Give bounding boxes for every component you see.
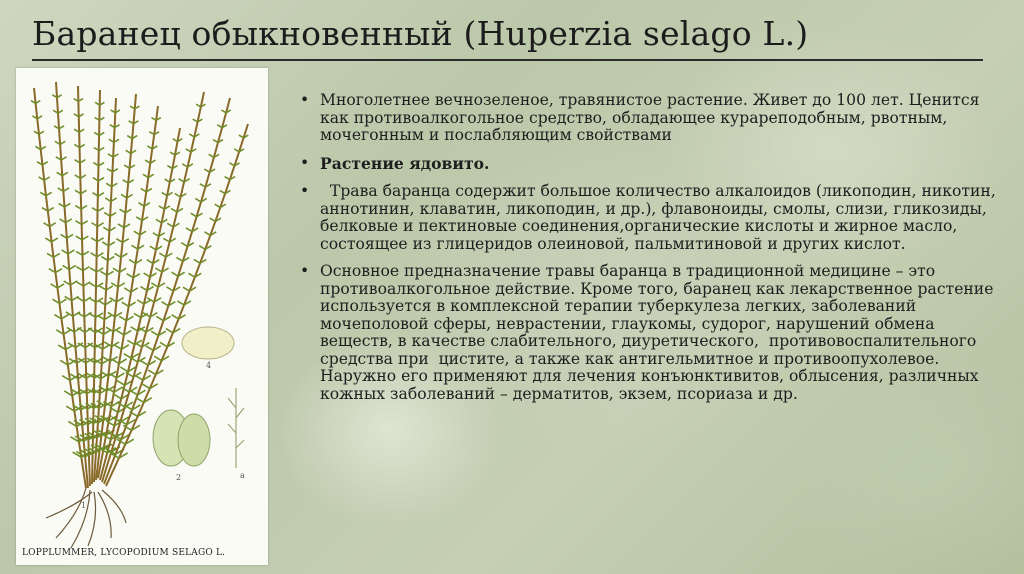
- bullet-dot: •: [300, 91, 310, 109]
- plant-leaf: [225, 177, 230, 180]
- plant-leaf: [171, 208, 177, 212]
- plant-leaf: [217, 125, 222, 128]
- bullet-item: [300, 183, 1012, 253]
- plant-leaf: [97, 253, 103, 257]
- plant-leaf: [193, 119, 198, 122]
- plant-leaf: [64, 330, 71, 334]
- plant-leaf: [129, 260, 135, 264]
- plant-leaf: [209, 154, 214, 157]
- plant-leaf: [220, 190, 225, 193]
- plant-leaf: [64, 203, 70, 207]
- plant-leaf: [70, 281, 77, 285]
- plant-leaf: [186, 228, 192, 232]
- plant-leaf: [199, 246, 205, 250]
- plant-leaf: [162, 192, 167, 195]
- plant-leaf: [44, 177, 50, 180]
- plant-leaf: [189, 134, 194, 137]
- plant-leaf: [153, 233, 159, 237]
- plant-leaf: [181, 243, 187, 247]
- plant-leaf: [172, 272, 179, 276]
- plant-leaf: [103, 227, 109, 231]
- plant-leaf: [183, 287, 190, 291]
- figure-label: 2: [176, 473, 182, 482]
- plant-leaf: [165, 179, 170, 182]
- bullet-item: [300, 92, 1012, 145]
- sporangium-detail: [182, 327, 234, 359]
- plant-leaf: [83, 282, 90, 286]
- plant-leaf: [113, 394, 121, 399]
- plant-leaf: [148, 370, 156, 375]
- plant-leaf: [137, 300, 144, 304]
- plant-leaf: [100, 271, 107, 275]
- plant-root: [71, 490, 90, 548]
- plant-leaf: [161, 302, 168, 306]
- plant-leaf: [98, 301, 105, 305]
- plant-leaf: [118, 224, 124, 228]
- bullet-dot: •: [300, 153, 310, 172]
- plant-leaf: [55, 269, 62, 273]
- plant-leaf: [134, 231, 140, 235]
- bullet-dot: •: [300, 182, 310, 200]
- bullet-list: [300, 92, 1012, 413]
- plant-leaf: [163, 238, 169, 242]
- plant-leaf: [57, 284, 64, 288]
- gemma-detail: [228, 388, 244, 468]
- plant-leaf: [117, 381, 125, 386]
- plant-leaf: [140, 287, 147, 291]
- plant-leaf: [131, 327, 138, 331]
- plant-leaf: [120, 367, 128, 372]
- figure-label: a: [240, 471, 245, 480]
- plant-leaf: [172, 315, 179, 319]
- plant-leaf: [150, 246, 156, 250]
- plant-leaf: [191, 213, 197, 217]
- figure-label: 1: [81, 501, 87, 510]
- plant-leaf: [53, 253, 59, 257]
- plant-leaf: [50, 223, 56, 227]
- plant-leaf: [215, 204, 221, 207]
- plant-leaf: [143, 174, 148, 177]
- plant-leaf: [141, 361, 149, 366]
- plant-leaf: [156, 219, 162, 222]
- plant-leaf: [68, 250, 74, 254]
- plant-leaf: [221, 110, 226, 113]
- plant-leaf: [138, 203, 144, 206]
- plant-leaf: [115, 253, 121, 257]
- bullet-text: Основное предназначение травы баранца в традиционной медицине – это противоалкогольное действие. Кроме того, баранец как лекарственное растение используется в комплексной терапии туберкулеза легких, заболеваний мочеполовой сферы, неврастении, глаукомы, судорог, нарушений обмена веществ, в качестве слабительного, диуретического, противовоспалительного средства при цистите, а также как антигельмитное и противоопухолевое. Наружно его применяют для лечения конъюнктивитов, облысения, различных кожных заболеваний – дерматитов, экзем, псориаза и др.: [320, 262, 999, 403]
- plant-leaf: [166, 329, 173, 333]
- plant-leaf: [136, 398, 144, 403]
- plant-leaf: [52, 238, 58, 242]
- plant-leaf: [176, 257, 182, 261]
- leaf-detail: [178, 414, 210, 466]
- plant-leaf: [151, 331, 158, 335]
- bullet-dot: •: [300, 262, 310, 280]
- plant-leaf: [204, 169, 209, 172]
- plant-leaf: [195, 198, 201, 201]
- plant-leaf: [188, 273, 194, 277]
- plant-leaf: [200, 184, 206, 187]
- plant-leaf: [156, 316, 163, 320]
- plant-leaf: [134, 313, 141, 317]
- plant-leaf: [179, 179, 185, 182]
- plant-leaf: [141, 189, 147, 192]
- plant-leaf: [46, 192, 52, 195]
- illustration-caption: LOPPLUMMER, LYCOPODIUM SELAGO L.: [22, 548, 226, 558]
- bullet-text: Растение ядовито.: [320, 153, 490, 173]
- plant-leaf: [111, 359, 119, 364]
- plant-leaf: [117, 331, 124, 335]
- club-moss-drawing: [16, 68, 268, 565]
- plant-leaf: [97, 238, 103, 242]
- plant-leaf: [124, 288, 131, 292]
- plant-leaf: [97, 315, 104, 319]
- plant-leaf: [204, 232, 210, 236]
- plant-leaf: [59, 299, 66, 303]
- slide-title: Баранец обыкновенный (Huperzia selago L.): [32, 14, 809, 53]
- plant-leaf: [116, 239, 122, 243]
- plant-leaf: [122, 302, 129, 306]
- plant-leaf: [99, 286, 106, 290]
- plant-leaf: [229, 163, 234, 166]
- bullet-text: Многолетнее вечнозеленое, травянистое растение. Живет до 100 лет. Ценится как противоалкогольное средство, обладающее курареподобным, рвотным, мочегонным и послабляющим свойствами: [320, 91, 980, 144]
- plant-leaf: [120, 209, 126, 213]
- plant-leaf: [132, 245, 138, 249]
- plant-leaf: [113, 268, 120, 272]
- plant-leaf: [154, 356, 161, 360]
- plant-leaf: [67, 234, 73, 238]
- plant-leaf: [144, 273, 150, 277]
- plant-leaf: [102, 242, 108, 246]
- plant-leaf: [114, 345, 121, 349]
- bullet-text: Трава баранца содержит большое количество алкалоидов (ликоподин, никотин, аннотинин, клаватин, ликоподин, и др.), флавоноиды, смолы, слизи, гликозиды, белковые и пектиновые соединения,органические кислоты и жирное масло, состоящее из глицеридов олеиновой, пальмитиновой и других кислот.: [320, 182, 1001, 253]
- plant-leaf: [213, 140, 218, 143]
- plant-leaf: [127, 274, 134, 278]
- plant-leaf: [98, 193, 104, 196]
- bullet-item: [300, 263, 1012, 403]
- plant-leaf: [98, 223, 104, 227]
- plant-leaf: [167, 166, 172, 169]
- plant-leaf: [159, 206, 165, 209]
- plant-leaf: [119, 316, 126, 320]
- plant-leaf: [130, 390, 138, 395]
- plant-leaf: [61, 315, 68, 319]
- plant-leaf: [98, 208, 104, 212]
- plant-leaf: [142, 384, 150, 389]
- plant-leaf: [136, 217, 142, 221]
- figure-label: 4: [206, 361, 212, 370]
- plant-leaf: [121, 194, 127, 197]
- plant-leaf: [167, 287, 174, 291]
- plant-leaf: [146, 346, 153, 350]
- plant-leaf: [175, 194, 181, 197]
- plant-leaf: [177, 301, 184, 305]
- plant-leaf: [69, 265, 76, 269]
- plant-leaf: [48, 208, 54, 212]
- plant-leaf: [127, 340, 134, 344]
- plant-leaf: [97, 268, 104, 272]
- plant-leaf: [239, 135, 244, 138]
- plant-leaf: [210, 218, 216, 221]
- plant-leaf: [155, 268, 162, 272]
- plant-leaf: [160, 342, 167, 346]
- plant-leaf: [186, 149, 191, 152]
- plant-leaf: [83, 267, 90, 271]
- plant-leaf: [66, 219, 72, 223]
- plant-leaf: [147, 260, 153, 264]
- plant-leaf: [182, 164, 187, 167]
- bullet-item: [300, 155, 1012, 174]
- plant-root: [56, 488, 86, 538]
- plant-leaf: [101, 257, 107, 261]
- plant-root: [98, 492, 111, 538]
- plant-leaf: [82, 251, 88, 255]
- plant-leaf: [194, 259, 200, 263]
- plant-leaf: [98, 178, 104, 181]
- plant-leaf: [234, 149, 239, 152]
- plant-leaf: [167, 223, 173, 227]
- plant-leaf: [159, 253, 165, 257]
- title-underline: [32, 59, 983, 61]
- plant-leaf: [135, 375, 143, 380]
- plant-illustration: [16, 68, 268, 565]
